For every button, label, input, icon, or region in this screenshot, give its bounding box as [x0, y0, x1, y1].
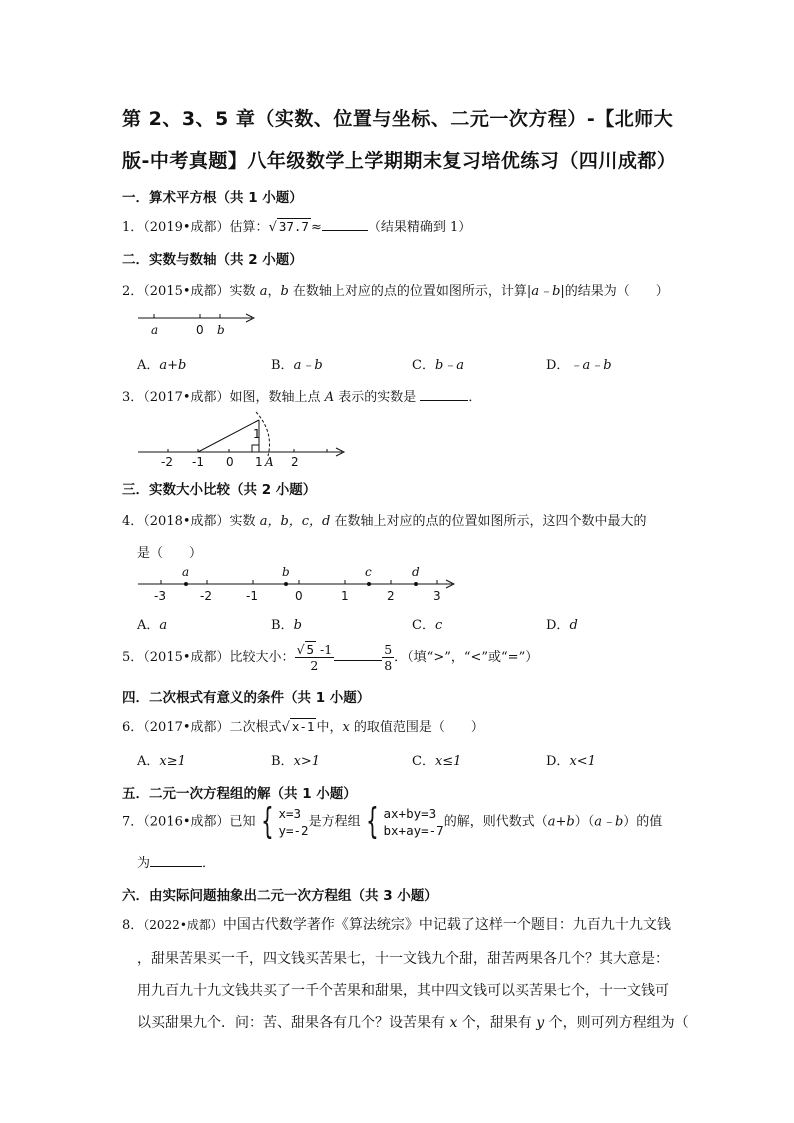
option-b: B．b — [271, 618, 302, 633]
question-number: 4． — [122, 514, 144, 529]
question-text: 估算： — [229, 220, 269, 235]
question-text: ）（ — [574, 814, 595, 830]
tick-label: 1 — [341, 589, 349, 603]
point-label: a — [182, 565, 190, 579]
sqrt-expression: √ x-1 — [281, 719, 315, 735]
option-c: C．b﹣a — [412, 358, 465, 373]
question-source: （2019•成都） — [143, 220, 230, 235]
question-number: 5． — [122, 650, 144, 665]
question-7 — [122, 801, 663, 842]
radicand: x-1 — [291, 719, 315, 734]
question-2 — [122, 280, 669, 299]
question-text: 中国古代数学著作《算法统宗》中记载了这样一个题目：九百九十九文钱 — [222, 917, 671, 933]
question-text: |的结果为（ ） — [560, 284, 669, 299]
period: ． — [468, 390, 482, 405]
expression: a+b — [547, 814, 575, 830]
question-8-line4: 以买甜果九个．问：苦、甜果各有几个？设苦果有 x 个，甜果有 y 个，则可列方程组为（ — [137, 1015, 689, 1031]
question-text: 实数 — [229, 514, 260, 529]
tick-label: 0 — [295, 589, 303, 603]
question-text: 在数轴上对应的点的位置如图所示，这四个数中最大的 — [330, 514, 647, 529]
section-heading-6: 六．由实际问题抽象出二元一次方程组（共 3 小题） — [122, 888, 438, 904]
point-label: d — [412, 565, 420, 579]
left-brace: { — [260, 801, 274, 842]
section-heading-1: 一．算术平方根（共 1 小题） — [122, 190, 303, 206]
question-7-line2: 为 ． — [137, 856, 216, 871]
question-number: 6． — [122, 720, 144, 735]
radicand: 37.7 — [278, 219, 309, 234]
question-text: 在数轴上对应的点的位置如图所示，计算| — [288, 284, 532, 299]
section-heading-3: 三．实数大小比较（共 2 小题） — [122, 482, 317, 498]
question-note: ．（填“>”，“<”或“=”） — [394, 650, 539, 665]
denominator: 8 — [384, 658, 393, 673]
question-source: （2016•成都） — [143, 814, 230, 830]
variable-A: A — [324, 390, 335, 405]
question-text: 二次根式 — [229, 720, 282, 735]
number-line-q2 — [134, 308, 264, 340]
question-number: 2． — [122, 284, 144, 299]
section-heading-2: 二．实数与数轴（共 2 小题） — [122, 252, 303, 268]
option-a: A．a+b — [137, 358, 187, 373]
question-text: 是方程组 — [308, 814, 361, 830]
left-brace: { — [365, 801, 379, 842]
question-3 — [122, 386, 481, 405]
equation-system: ax+by=3 bx+ay=-7 — [383, 806, 444, 838]
right-angle-mark — [252, 445, 259, 452]
tick-label: -3 — [154, 589, 166, 603]
question-text: ）的值 — [623, 814, 663, 830]
number-line-q3 — [134, 408, 354, 470]
option-b: B．x>1 — [271, 754, 321, 769]
fraction-1: $\frac{√ 5 -1}{2}$ — [296, 642, 333, 673]
approx-symbol: ≈ — [310, 220, 322, 235]
question-source: （2015•成都） — [143, 650, 230, 665]
question-text: 比较大小： — [229, 650, 295, 665]
question-4-line2: 是（ ） — [137, 546, 203, 561]
question-source: （2022•成都） — [143, 918, 223, 932]
option-a: A．x≥1 — [137, 754, 186, 769]
expression: a﹣b — [594, 814, 624, 830]
label-a: a — [151, 323, 159, 337]
point-c — [367, 582, 371, 586]
label-0: 0 — [196, 323, 204, 337]
hypotenuse — [198, 420, 259, 452]
point-b — [284, 582, 288, 586]
point-label: c — [365, 565, 372, 579]
question-8-line3: 用九百九十九文钱共买了一千个苦果和甜果，其中四文钱可以买苦果七个，十一文钱可 — [137, 983, 669, 999]
radicand: 5 — [306, 642, 315, 657]
answer-blank — [334, 648, 382, 661]
question-text: 中， — [316, 720, 343, 735]
tick-label: -2 — [200, 589, 212, 603]
answer-blank — [420, 388, 468, 401]
question-source: （2017•成都） — [143, 720, 230, 735]
option-d: D．﹣a﹣b — [546, 358, 612, 373]
question-text: 如图，数轴上点 — [229, 390, 325, 405]
question-number: 8． — [122, 918, 144, 933]
variables: a，b，c，d — [259, 514, 331, 529]
question-text: 表示的实数是 — [334, 390, 421, 405]
option-b: B．a﹣b — [271, 358, 323, 373]
question-4 — [122, 510, 647, 529]
question-number: 1． — [122, 220, 144, 235]
tick-label: -1 — [246, 589, 258, 603]
variable-b: b — [280, 284, 289, 299]
tick-label: 2 — [387, 589, 395, 603]
question-6 — [122, 716, 484, 735]
point-d — [414, 582, 418, 586]
answer-blank — [150, 854, 202, 867]
variable-x: x — [342, 720, 350, 735]
option-c: C．x≤1 — [412, 754, 462, 769]
page-title-line2: 版-中考真题】八年级数学上学期期末复习培优练习（四川成都） — [122, 150, 677, 172]
denominator: 2 — [310, 658, 319, 673]
tick-label: 3 — [433, 589, 441, 603]
tick-label: -2 — [161, 455, 173, 469]
question-text: 已知 — [229, 814, 256, 830]
question-1 — [122, 216, 471, 235]
point-label: b — [282, 565, 290, 579]
option-d: D．d — [546, 618, 578, 633]
question-number: 3． — [122, 390, 144, 405]
page-title-line1: 第 2、3、5 章（实数、位置与坐标、二元一次方程）-【北师大 — [122, 108, 674, 130]
question-8 — [122, 914, 671, 934]
question-source: （2017•成都） — [143, 390, 230, 405]
question-text: 的解，则代数式（ — [443, 814, 548, 830]
option-d: D．x<1 — [546, 754, 596, 769]
question-8-line2: ，甜果苦果买一千，四文钱买苦果七，十一文钱九个甜，甜苦两果各几个？其大意是： — [137, 951, 669, 967]
expression: a﹣b — [531, 284, 561, 299]
question-source: （2018•成都） — [143, 514, 230, 529]
label-b: b — [217, 323, 225, 337]
option-a: A．a — [137, 618, 168, 633]
number-line-q4 — [134, 562, 464, 604]
section-heading-5: 五．二元一次方程组的解（共 1 小题） — [122, 786, 357, 802]
numerator: 5 — [384, 642, 393, 657]
point-a — [184, 582, 188, 586]
option-c: C．c — [412, 618, 443, 633]
leg-label: 1 — [253, 427, 261, 441]
answer-blank — [322, 218, 368, 231]
tick-label: 1 — [255, 455, 263, 469]
numerator-tail: -1 — [316, 642, 333, 657]
solution-system: x=3 y=-2 — [278, 806, 309, 838]
question-text: 实数 — [229, 284, 260, 299]
sqrt-expression: √ 37.7 — [268, 219, 309, 235]
question-source: （2015•成都） — [143, 284, 230, 299]
question-number: 7． — [122, 814, 144, 830]
fraction-2 — [382, 642, 394, 673]
question-5 — [122, 642, 538, 673]
question-text: 的取值范围是（ ） — [349, 720, 484, 735]
tick-label: 2 — [291, 455, 299, 469]
question-note: （结果精确到 1） — [367, 220, 472, 235]
comma: ， — [267, 284, 281, 299]
variable-a: a — [259, 284, 268, 299]
section-heading-4: 四．二次根式有意义的条件（共 1 小题） — [122, 690, 371, 706]
point-label-A: A — [265, 455, 274, 469]
tick-label: 0 — [226, 455, 234, 469]
tick-label: -1 — [192, 455, 204, 469]
